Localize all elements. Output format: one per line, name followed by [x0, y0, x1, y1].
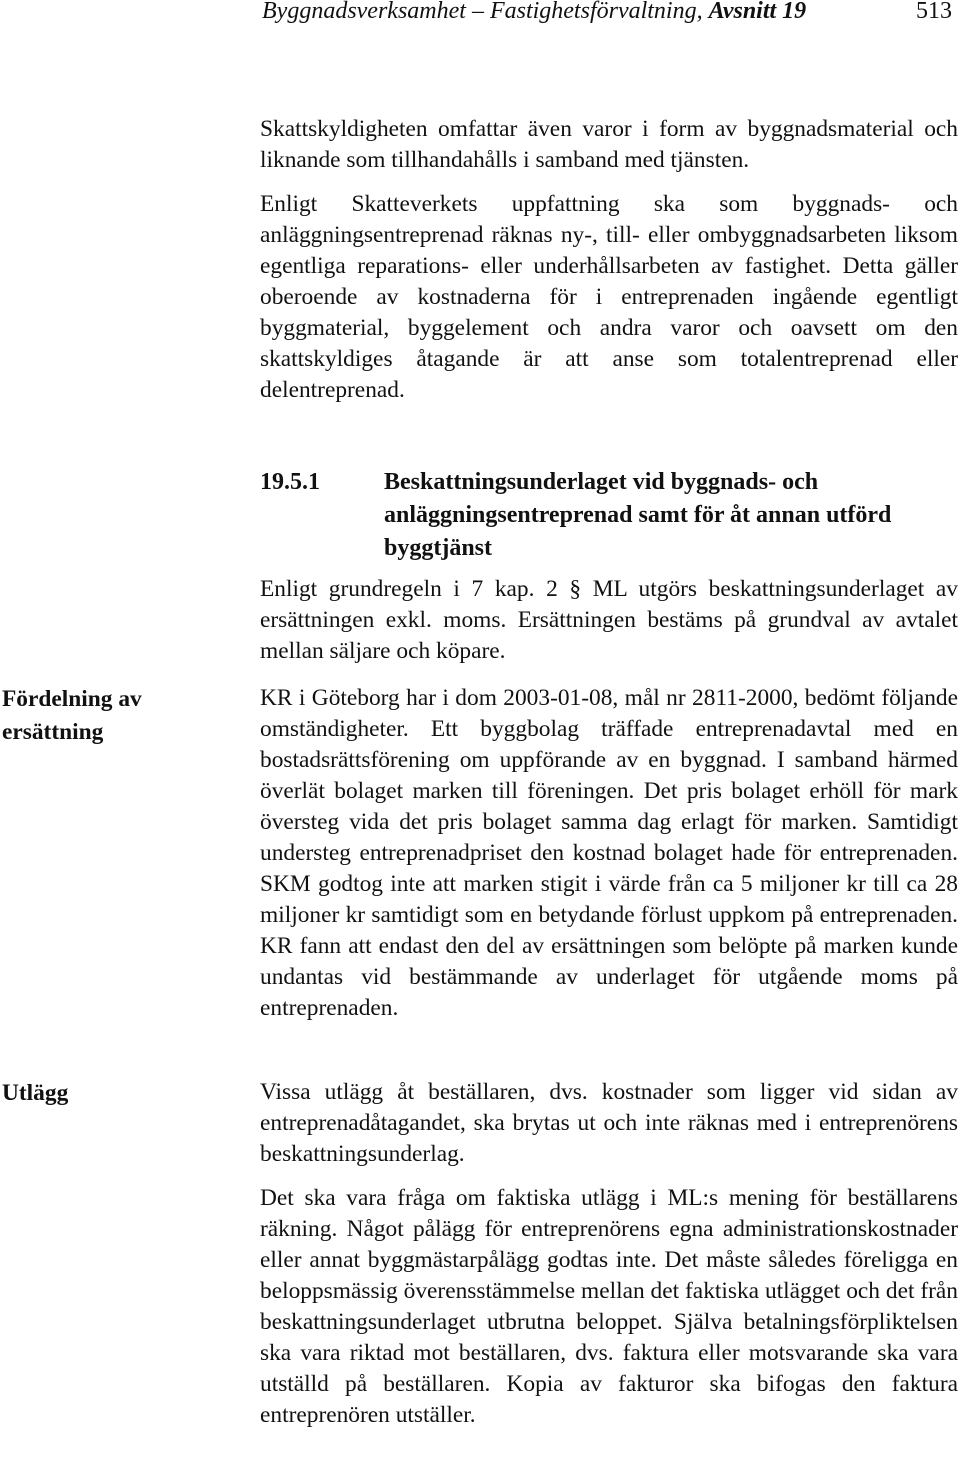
paragraph: Vissa utlägg åt beställaren, dvs. kostnader som ligger vid sidan av entreprenadåtagandet, ska brytas ut och inte räknas med i entreprenörens beskattningsunderlag.: [260, 1079, 958, 1167]
page-number: 513: [916, 0, 952, 24]
paragraph: Enligt Skatteverkets uppfattning ska som byggnads- och anläggningsentreprenad räknas ny-, till- eller ombyggnadsarbeten liksom egentliga reparations- eller underhållsarbeten av fastighet. Detta gäller oberoende av kostnaderna för i entreprenaden ingående egentligt byggmaterial, byggelement och andra varor och oavsett om den skattskyldiges åtagande är att anse som totalentreprenad eller delentreprenad.: [260, 191, 958, 403]
paragraph: Skattskyldigheten omfattar även varor i form av byggnadsmaterial och liknande som tillhandahålls i samband med tjänsten.: [260, 116, 958, 173]
body-block-4: [260, 1077, 958, 1431]
paragraph: Det ska vara fråga om faktiska utlägg i ML:s mening för beställarens räkning. Något pålägg för entreprenörens egna administrationskostnader eller annat byggmästarpålägg godtas inte. Det måste således föreligga en beloppsmässig överensstämmelse mellan det faktiska utlägget och det från beskattningsunderlaget utbrutna beloppet. Själva betalningsförpliktelsen ska vara riktad mot beställaren, dvs. faktura eller motsvarande ska vara utställd på beställaren. Kopia av fakturor ska bifogas den faktura entreprenören utställer.: [260, 1185, 958, 1428]
section-title: Beskattningsunderlaget vid byggnads- och anläggningsentreprenad samt för åt annan utförd byggtjänst: [384, 469, 892, 561]
header-section: Avsnitt 19: [708, 0, 807, 24]
margin-note-utlagg: Utlägg: [2, 1080, 69, 1106]
margin-note-fordelning: Fördelning av ersättning: [2, 686, 142, 745]
header-title: Byggnadsverksamhet – Fastighetsförvaltning,: [262, 0, 703, 24]
paragraph: Enligt grundregeln i 7 kap. 2 § ML utgörs beskattningsunderlaget av ersättningen exkl. moms. Ersättningen bestäms på grundval av avtalet mellan säljare och köpare.: [260, 576, 958, 664]
running-header: [262, 0, 952, 25]
body-block-3: [260, 683, 958, 1024]
paragraph: KR i Göteborg har i dom 2003-01-08, mål nr 2811-2000, bedömt följande omständigheter. Ett byggbolag träffade entreprenadavtal med en bostadsrättsförening om uppförande av en byggnad. I samband härmed överlät bolaget marken till föreningen. Det pris bolaget erhöll för mark översteg vida det pris bolaget samma dag erlagt för marken. Samtidigt understeg entreprenadpriset den kostnad bolaget hade för entreprenaden. SKM godtog inte att marken stigit i värde från ca 5 miljoner kr till ca 28 miljoner kr samtidigt som en betydande förlust uppkom på entreprenaden. KR fann att endast den del av ersättningen som belöpte på marken kunde undantas vid bestämmande av underlaget för utgående moms på entreprenaden.: [260, 685, 958, 1021]
body-block-1: [260, 114, 958, 406]
section-number: 19.5.1: [260, 469, 320, 495]
body-block-2: [260, 574, 958, 667]
